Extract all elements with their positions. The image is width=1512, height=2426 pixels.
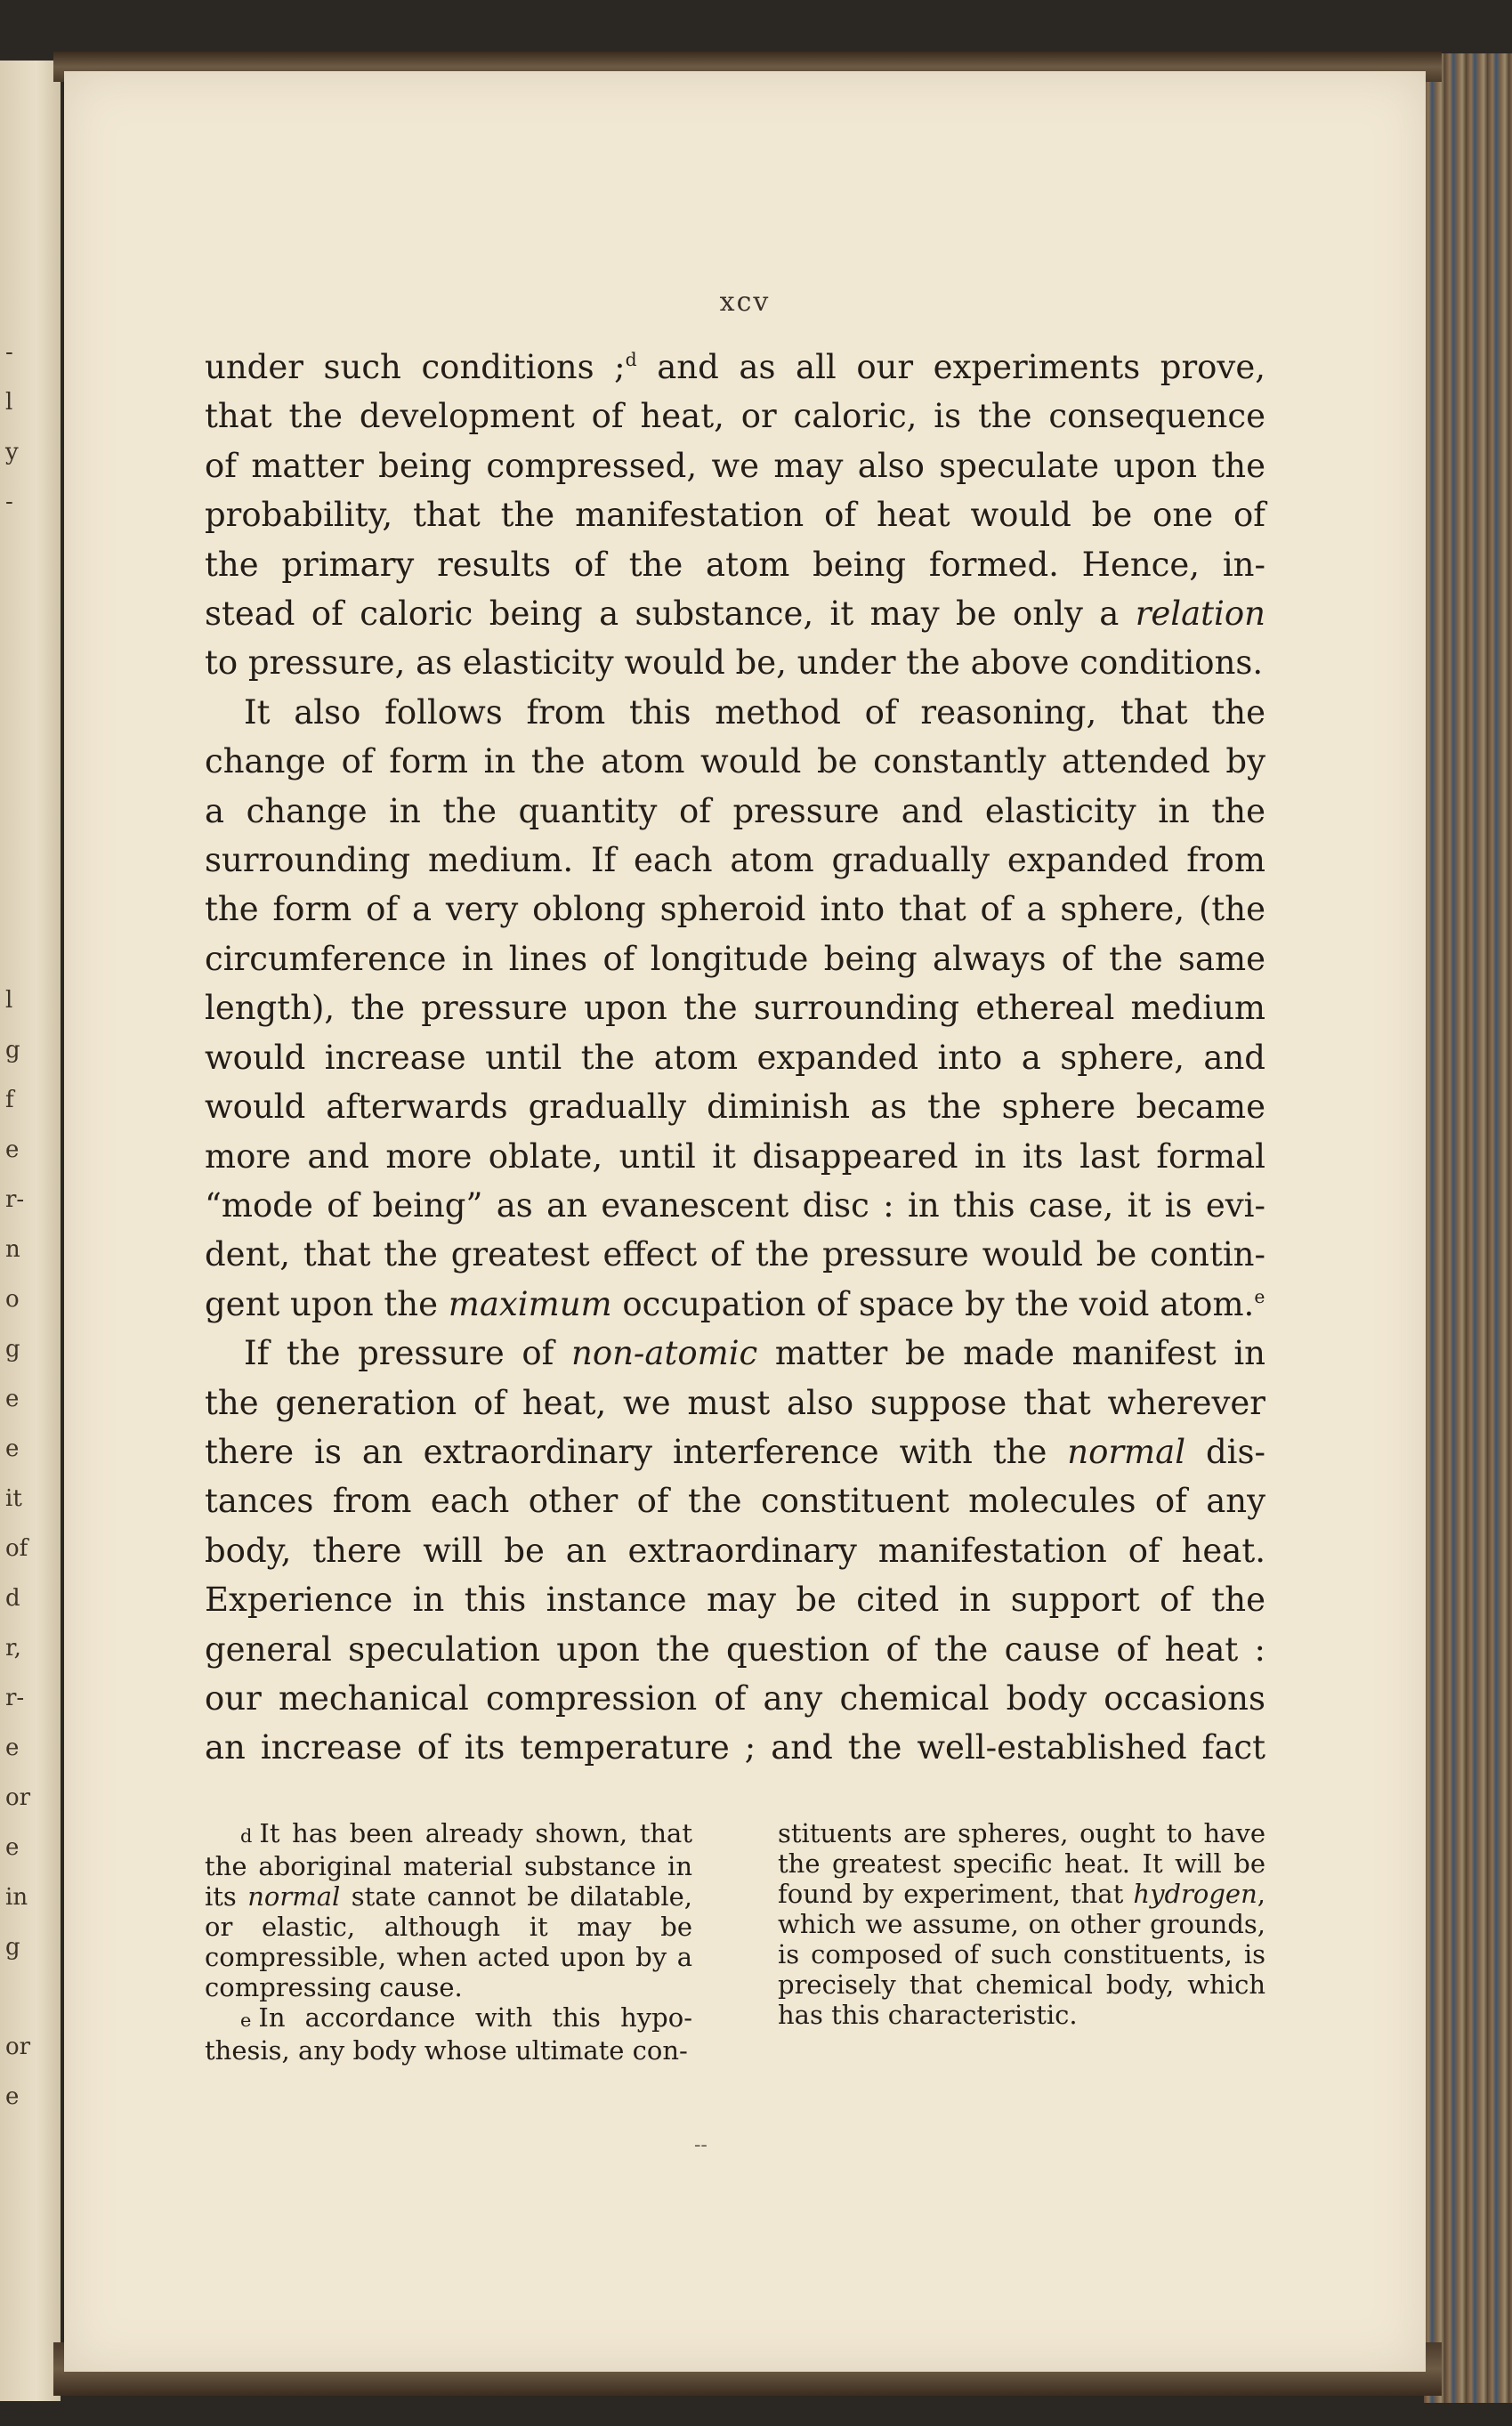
facing-page-fragment: o <box>5 1286 20 1313</box>
text-line: a change in the quantity of pressure and elasticity in the <box>205 791 1265 830</box>
facing-page-fragment: of <box>5 1535 28 1562</box>
text-line: would afterwards gradually diminish as the sphere became <box>205 1088 1265 1127</box>
footnote-ref: e <box>1254 1285 1265 1307</box>
text-line: an increase of its temperature ; and the well-established fact <box>205 1728 1265 1767</box>
text-line: the primary results of the atom being formed. Hence, in- <box>205 545 1265 584</box>
facing-page-fragment: l <box>5 987 13 1014</box>
text-line: general speculation upon the question of the cause of heat : <box>205 1629 1265 1669</box>
text-line: Experience in this instance may be cited in support of the <box>205 1581 1265 1620</box>
facing-page-fragment: g <box>5 1336 20 1363</box>
facing-page-fragment: in <box>5 1884 28 1911</box>
text-line: would increase until the atom expanded into a sphere, and <box>205 1038 1265 1077</box>
footnotes <box>205 1818 1265 2066</box>
facing-page-fragment: or <box>5 2034 31 2060</box>
facing-page-fragment <box>5 726 32 776</box>
facing-page-fragment: - <box>5 339 13 366</box>
facing-page-fragments <box>5 328 32 2122</box>
facing-page-fragment: r, <box>5 1635 21 1662</box>
text-line: under such conditions ;$^d$ and as all our experiments prove, <box>205 348 1265 386</box>
paragraph <box>205 688 1265 1329</box>
text-line: stead of caloric being a substance, it may be only a relation <box>205 594 1265 634</box>
text-line: dent, that the greatest effect of the pressure would be contin- <box>205 1235 1265 1274</box>
paragraph <box>205 343 1265 688</box>
facing-page-fragment <box>5 826 32 876</box>
footnote-e-part1: e In accordance with this hypo- thesis, any body whose ultimate con- <box>205 2002 692 2066</box>
footnote-e-part2: stituents are spheres, ought to have the greatest specific heat. It will be found by experiment, that hydrogen, which we assume, on other grounds, is composed of such constituents, is precisely that chemical body, which has this characteristic. <box>778 1818 1265 2030</box>
text-line: change of form in the atom would be constantly attended by <box>205 742 1265 781</box>
facing-page-edge <box>0 61 61 2401</box>
facing-page-fragment: g <box>5 1934 20 1961</box>
footnote-mark: e <box>240 2010 252 2031</box>
footnote-d: d It has been already shown, that the aboriginal material substance in its normal state cannot be dilatable, or elastic, although it may be compressible, when acted upon by a compressing cause. <box>205 1818 692 2002</box>
facing-page-fragment: r- <box>5 1186 25 1213</box>
facing-page-fragment <box>5 627 32 676</box>
facing-page-fragment: f <box>5 1087 14 1113</box>
footnote-ref: d <box>625 348 637 370</box>
page-edges <box>1424 53 1512 2403</box>
text-line: It also follows from this method of reasoning, that the <box>244 692 1265 732</box>
page-number: xcv <box>719 287 771 318</box>
facing-page-fragment: g <box>5 1037 20 1063</box>
facing-page-fragment: e <box>5 1386 20 1412</box>
text-line: more and more oblate, until it disappeared in its last formal <box>205 1136 1265 1176</box>
facing-page-fragment: y <box>5 439 19 465</box>
facing-page-fragment: e <box>5 1435 20 1462</box>
facing-page-fragment: it <box>5 1485 22 1512</box>
facing-page-fragment: r- <box>5 1685 25 1711</box>
text-line: gent upon the maximum occupation of space by the void atom.$^e$ <box>205 1284 1265 1323</box>
text-line: of matter being compressed, we may also speculate upon the <box>205 446 1265 485</box>
text-line: there is an extraordinary interference with the normal dis- <box>205 1432 1265 1471</box>
facing-page-fragment <box>5 776 32 826</box>
facing-page-fragment: e <box>5 1735 20 1761</box>
facing-page-fragment <box>5 876 32 926</box>
facing-page-fragment: d <box>5 1585 20 1612</box>
text-line: “mode of being” as an evanescent disc : in this case, it is evi- <box>205 1185 1265 1225</box>
footnote-mark: d <box>240 1825 253 1847</box>
text-line: tances from each other of the constituent molecules of any <box>205 1482 1265 1521</box>
paragraph <box>205 1329 1265 1773</box>
facing-page-fragment: n <box>5 1236 20 1263</box>
facing-page-fragment <box>5 577 32 627</box>
facing-page-fragment: l <box>5 389 13 416</box>
facing-page-fragment: e <box>5 1834 20 1861</box>
facing-page-fragment: e <box>5 2083 20 2110</box>
facing-page-fragment <box>5 926 32 975</box>
text-line: probability, that the manifestation of heat would be one of <box>205 496 1265 535</box>
text-line: to pressure, as elasticity would be, under the above conditions. <box>205 643 1264 683</box>
text-line: If the pressure of non-atomic matter be made manifest in <box>244 1334 1266 1373</box>
text-line: surrounding medium. If each atom gradually expanded from <box>205 841 1265 880</box>
facing-page-fragment: e <box>5 1136 20 1163</box>
text-line: our mechanical compression of any chemical body occasions <box>205 1678 1265 1718</box>
text-line: the generation of heat, we must also suppose that wherever <box>205 1383 1265 1422</box>
facing-page-fragment: - <box>5 489 13 515</box>
facing-page-fragment <box>5 676 32 726</box>
text-line: circumference in lines of longitude being always of the same <box>205 939 1265 978</box>
text-line: that the development of heat, or caloric, is the consequence <box>205 397 1265 436</box>
facing-page-fragment: or <box>5 1784 31 1811</box>
signature-mark: -- <box>694 2134 707 2156</box>
text-line: the form of a very oblong spheroid into that of a sphere, (the <box>205 890 1265 929</box>
facing-page-fragment <box>5 527 32 577</box>
book-page <box>64 71 1426 2372</box>
facing-page-fragment <box>5 1972 32 2022</box>
text-line: body, there will be an extraordinary manifestation of heat. <box>205 1531 1265 1570</box>
main-text <box>205 343 1265 1773</box>
footnote-column-right <box>778 1818 1265 2066</box>
text-line: length), the pressure upon the surrounding ethereal medium <box>205 989 1265 1028</box>
footnote-column-left <box>205 1818 692 2066</box>
